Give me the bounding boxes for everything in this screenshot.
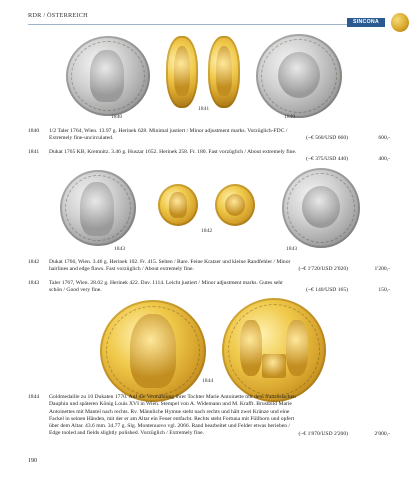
lot-line: Extremely fine-uncirculated. bbox=[49, 135, 114, 142]
lot-line: Edge tooled and fields slightly polished. Vorzüglich / Extremely fine. bbox=[49, 430, 204, 437]
lot-number-1840: 1840 bbox=[28, 128, 40, 134]
lot-line: Dukat 1766, Wien. 3.46 g. Herinek 102. Fr. 415. Selten / Rare. Feine Kratzer und kleine Randfehler / Minor bbox=[49, 259, 291, 265]
lot-number-1841: 1841 bbox=[28, 149, 40, 155]
lot-price-1840: 600,- bbox=[378, 135, 390, 141]
brand-logo-text: SINCONA bbox=[352, 19, 380, 25]
brand-coin-icon bbox=[391, 13, 409, 32]
figure-label-1844: 1844 bbox=[202, 378, 214, 384]
figure-label-1843-left: 1843 bbox=[114, 246, 126, 252]
lot-estimate-1843: (~€ 140/USD 165) bbox=[306, 287, 348, 293]
lot-line: Fackel in seinen Händen, mit der er am Altar ein Feuer entfacht. Rechts steht Fortuna mit Füllhorn und opfert bbox=[49, 415, 295, 422]
lot-line: Antoinettes mit Mantel nach rechts. Rv. Männliche Hymne steht nach rechts und hält zwei Kränze und eine bbox=[49, 408, 290, 415]
lot-estimate-1840: (~€ 560/USD 660) bbox=[306, 135, 348, 141]
coin-1843-reverse bbox=[282, 168, 360, 248]
lot-line: über dem Altar. 43.6 mm. 34.77 g. Slg. Montenuovo vgl. 2066. Rand bearbeitet und Felder etwas berieben / bbox=[49, 423, 290, 430]
figure-label-1840-left: 1840 bbox=[111, 114, 123, 120]
lot-number-1843: 1843 bbox=[28, 280, 40, 286]
running-header: RDR / ÖSTERREICH bbox=[28, 12, 88, 19]
lot-description-1841: Dukat 1765 KB, Kremnitz. 3.46 g. Huszar 1652. Herinek 258. Fr. 180. Fast vorzüglich / About extremely fine. bbox=[49, 149, 297, 155]
figure-label-1842: 1842 bbox=[201, 228, 213, 234]
lot-line: Taler 1767, Wien. 28.02 g. Herinek 422. Dav. 1114. Leicht justiert / Minor adjustment marks. Gutes sehr bbox=[49, 280, 284, 286]
medal-1844-obverse bbox=[100, 300, 206, 402]
lot-line: Goldmedaille zu 10 Dukaten 1770. Auf die Vermählung ihrer Tochter Marie Antoinette mit dem französischen bbox=[49, 394, 296, 400]
coin-1843-obverse bbox=[60, 170, 136, 246]
figure-label-1843-right: 1843 bbox=[286, 246, 298, 252]
coin-1842-reverse bbox=[215, 184, 255, 226]
coin-1841-reverse bbox=[208, 36, 240, 108]
lot-line: 1/2 Taler 1764, Wien. 13.97 g. Herinek 628. Minimal justiert / Minor adjustment marks. Vorzüglich-FDC / bbox=[49, 128, 288, 134]
lot-line: Dauphin und späteren König Louis XVI in Wien. Stempel von A. Widemann und M. Krafft. Brustbild Marie bbox=[49, 401, 292, 408]
lot-price-1844: 2'000,- bbox=[374, 430, 390, 437]
header-rule bbox=[28, 24, 360, 25]
lot-estimate-1842: (~€ 1'720/USD 2'020) bbox=[298, 266, 348, 272]
coin-1841-obverse bbox=[166, 36, 198, 108]
lot-estimate-1841: (~€ 375/USD 440) bbox=[306, 156, 348, 162]
figure-label-1841: 1841 bbox=[198, 106, 210, 112]
lot-number-1844: 1844 bbox=[28, 394, 40, 400]
figure-label-1840-right: 1840 bbox=[284, 114, 296, 120]
coin-1840-reverse bbox=[256, 34, 342, 118]
lot-estimate-1844: (~€ 1'870/USD 2'200) bbox=[298, 430, 348, 437]
lot-line: schön / Good very fine. bbox=[49, 287, 102, 294]
lot-price-1843: 150,- bbox=[378, 287, 390, 293]
coin-1842-obverse bbox=[158, 184, 198, 226]
lot-price-1841: 400,- bbox=[378, 156, 390, 162]
lot-number-1842: 1842 bbox=[28, 259, 40, 265]
lot-price-1842: 1'200,- bbox=[374, 266, 390, 272]
lot-line: hairlines and edge flaws. Fast vorzüglich / About extremely fine. bbox=[49, 266, 194, 273]
medal-1844-reverse bbox=[222, 298, 326, 402]
coin-1840-obverse bbox=[66, 36, 150, 116]
page-number: 190 bbox=[28, 458, 37, 464]
